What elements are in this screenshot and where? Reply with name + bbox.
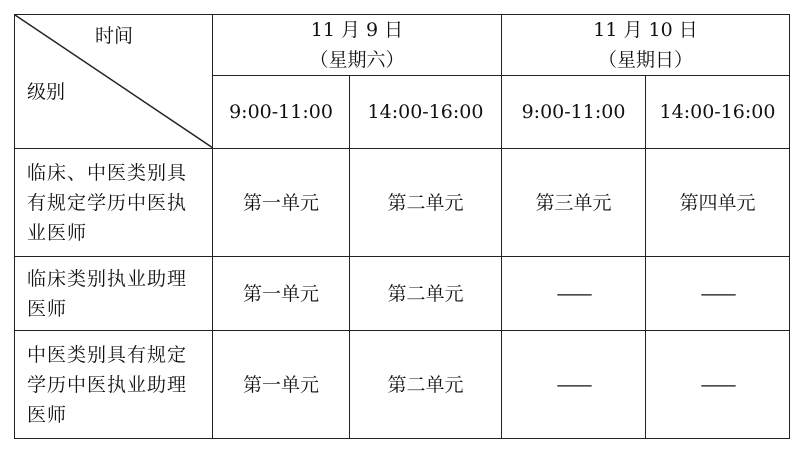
time-header-label: 时间 bbox=[95, 25, 134, 47]
level-cell bbox=[15, 257, 213, 331]
unit-cell: 第二单元 bbox=[350, 257, 502, 331]
empty-dash-cell: —— bbox=[502, 257, 646, 331]
time-slot: 9:00-11:00 bbox=[502, 76, 646, 149]
day-header-nov9 bbox=[213, 15, 502, 76]
level-cell bbox=[15, 331, 213, 439]
day-header-nov10 bbox=[502, 15, 790, 76]
day-weekday: （星期日） bbox=[597, 49, 693, 71]
level-line: 医师 bbox=[27, 403, 68, 426]
level-line: 医师 bbox=[27, 297, 68, 320]
unit-cell: 第二单元 bbox=[350, 149, 502, 257]
empty-dash-cell: —— bbox=[646, 331, 790, 439]
level-line: 中医类别具有规定 bbox=[27, 343, 188, 366]
level-line: 临床、中医类别具 bbox=[27, 161, 188, 184]
table-row bbox=[15, 331, 790, 439]
empty-dash-cell: —— bbox=[646, 257, 790, 331]
level-header-label: 级别 bbox=[27, 81, 66, 103]
day-date: 11 月 9 日 bbox=[310, 19, 404, 41]
table-row bbox=[15, 257, 790, 331]
level-line: 有规定学历中医执 bbox=[27, 191, 188, 214]
unit-cell: 第一单元 bbox=[213, 257, 350, 331]
level-line: 学历中医执业助理 bbox=[27, 373, 188, 396]
level-cell bbox=[15, 149, 213, 257]
day-date: 11 月 10 日 bbox=[593, 19, 698, 41]
exam-schedule-table bbox=[14, 14, 790, 439]
level-line: 临床类别执业助理 bbox=[27, 267, 188, 290]
time-slot: 14:00-16:00 bbox=[646, 76, 790, 149]
unit-cell: 第一单元 bbox=[213, 149, 350, 257]
header-row-dates bbox=[15, 15, 790, 76]
unit-cell: 第一单元 bbox=[213, 331, 350, 439]
time-slot: 14:00-16:00 bbox=[350, 76, 502, 149]
unit-cell: 第三单元 bbox=[502, 149, 646, 257]
unit-cell: 第四单元 bbox=[646, 149, 790, 257]
level-line: 业医师 bbox=[27, 221, 88, 244]
empty-dash-cell: —— bbox=[502, 331, 646, 439]
day-weekday: （星期六） bbox=[309, 49, 405, 71]
unit-cell: 第二单元 bbox=[350, 331, 502, 439]
table-row bbox=[15, 149, 790, 257]
diagonal-header-cell bbox=[15, 15, 213, 149]
time-slot: 9:00-11:00 bbox=[213, 76, 350, 149]
